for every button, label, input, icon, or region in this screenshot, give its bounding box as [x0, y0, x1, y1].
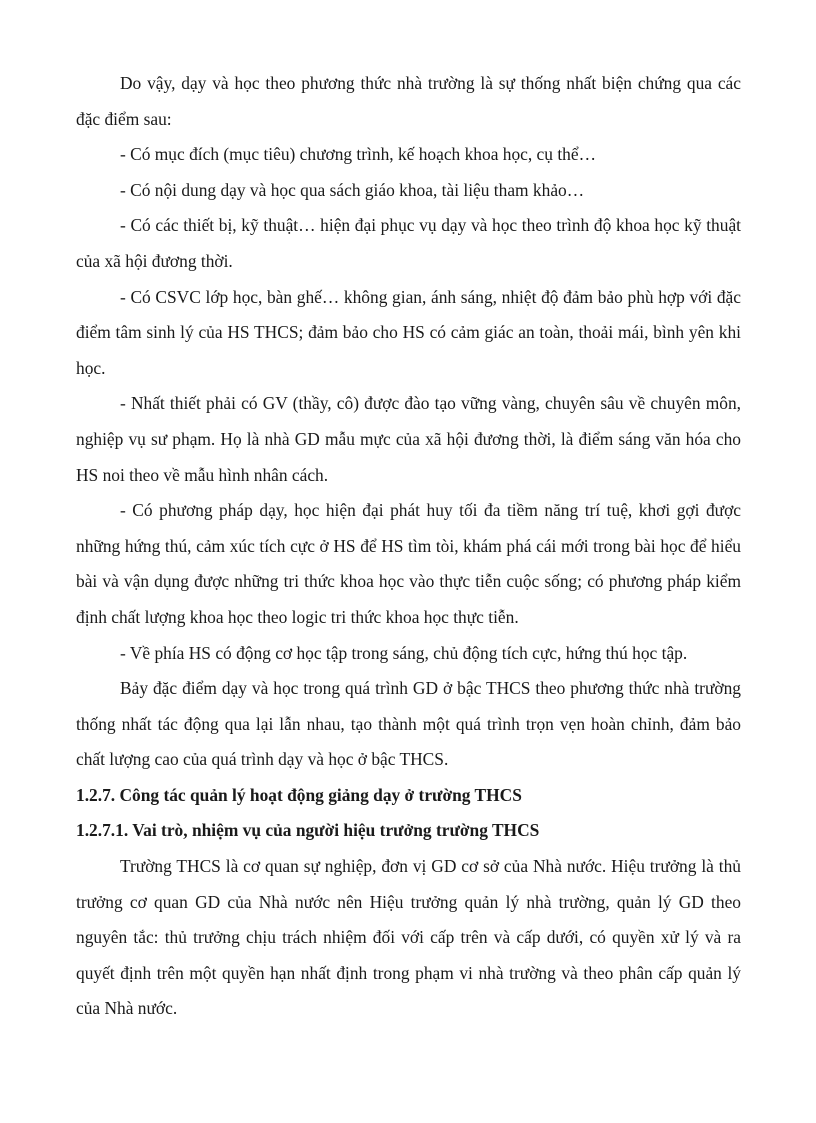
list-item-goals: - Có mục đích (mục tiêu) chương trình, kế hoạch khoa học, cụ thể…	[120, 144, 596, 165]
list-item-facilities: - Có CSVC lớp học, bàn ghế… không gian, ánh sáng, nhiệt độ đảm bảo phù hợp với đặc điểm tâm sinh lý của HS THCS; đảm bảo cho HS có cảm giác an toàn, thoải mái, bình yên khi học.	[76, 286, 741, 378]
list-item-teachers: - Nhất thiết phải có GV (thầy, cô) được đào tạo vững vàng, chuyên sâu về chuyên môn, nghiệp vụ sư phạm. Họ là nhà GD mẫu mực của xã hội đương thời, là điểm sáng văn hóa cho HS noi theo về mẫu hình nhân cách.	[76, 393, 741, 485]
list-item-methods: - Có phương pháp dạy, học hiện đại phát huy tối đa tiềm năng trí tuệ, khơi gợi được những hứng thú, cảm xúc tích cực ở HS để HS tìm tòi, khám phá cái mới trong bài học để hiểu bài và vận dụng được những tri thức khoa học vào thực tiễn cuộc sống; có phương pháp kiểm định chất lượng khoa học theo logic tri thức khoa học thực tiễn.	[76, 500, 741, 627]
list-item-content: - Có nội dung dạy và học qua sách giáo khoa, tài liệu tham khảo…	[120, 179, 585, 200]
document-page	[76, 66, 741, 1027]
principal-role-paragraph: Trường THCS là cơ quan sự nghiệp, đơn vị GD cơ sở của Nhà nước. Hiệu trưởng là thủ trưởng cơ quan GD của Nhà nước nên Hiệu trưởng quản lý nhà trường, quản lý GD theo nguyên tắc: thủ trưởng chịu trách nhiệm đối với cấp trên và cấp dưới, có quyền xử lý và ra quyết định trên một quyền hạn nhất định trong phạm vi nhà trường và theo phân cấp quản lý của Nhà nước.	[76, 856, 741, 1019]
list-item-equipment: - Có các thiết bị, kỹ thuật… hiện đại phục vụ dạy và học theo trình độ khoa học kỹ thuật của xã hội đương thời.	[76, 215, 741, 271]
summary-paragraph: Bảy đặc điểm dạy và học trong quá trình GD ở bậc THCS theo phương thức nhà trường thống nhất tác động qua lại lẫn nhau, tạo thành một quá trình trọn vẹn hoàn chỉnh, đảm bảo chất lượng cao của quá trình dạy và học ở bậc THCS.	[76, 678, 741, 770]
list-item-students: - Về phía HS có động cơ học tập trong sáng, chủ động tích cực, hứng thú học tập.	[120, 642, 688, 663]
section-heading: 1.2.7. Công tác quản lý hoạt động giảng dạy ở trường THCS	[76, 784, 522, 805]
intro-paragraph: Do vậy, dạy và học theo phương thức nhà trường là sự thống nhất biện chứng qua các đặc điểm sau:	[76, 73, 741, 129]
subsection-heading: 1.2.7.1. Vai trò, nhiệm vụ của người hiệu trưởng trường THCS	[76, 820, 540, 841]
